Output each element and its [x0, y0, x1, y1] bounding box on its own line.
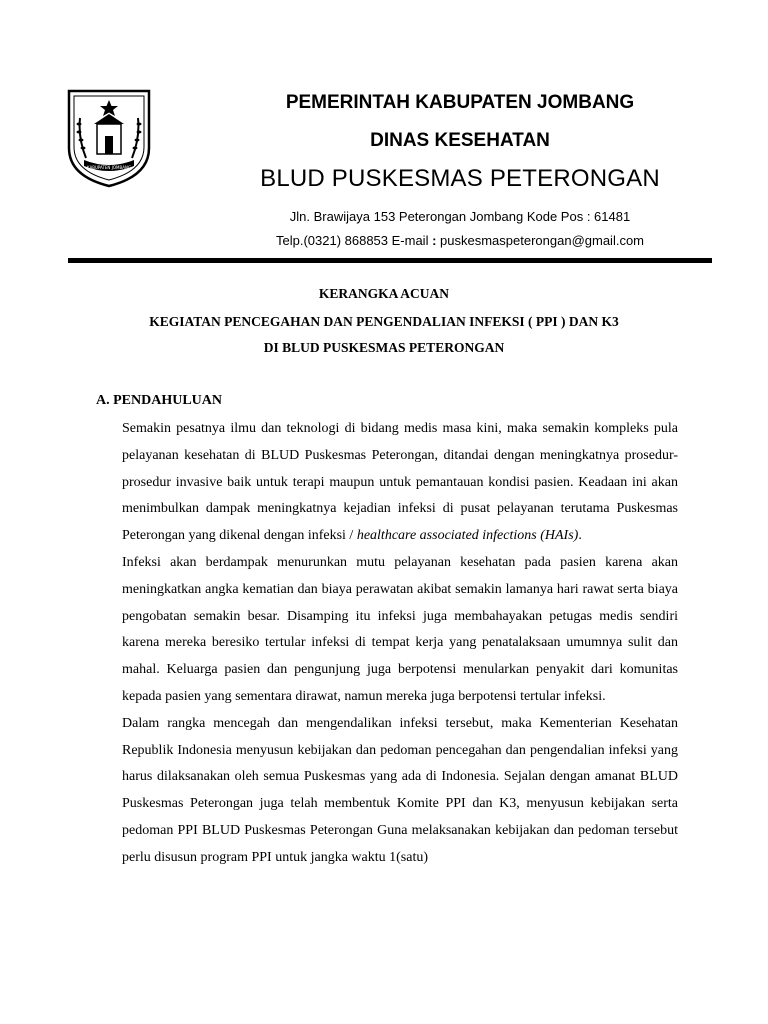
paragraph-1-italic-term: healthcare associated infections (HAIs) — [356, 528, 579, 544]
document-subtitle-location: DI BLUD PUSKESMAS PETERONGAN — [263, 340, 505, 355]
paragraph-1-end: . — [578, 528, 582, 544]
contact-colon: : — [432, 233, 437, 248]
section-heading: A. PENDAHULUAN — [96, 393, 222, 408]
contact-email: puskesmaspeterongan@gmail.com — [436, 233, 644, 248]
letterhead-divider — [68, 258, 712, 263]
paragraph-3: Dalam rangka mencegah dan mengendalikan infeksi tersebut, maka Kementerian Kesehatan Republik Indonesia menyusun kebijakan dan pedoman pencegahan dan pengendalian infeksi yang harus dilaksanakan oleh semua Puskesmas yang ada di Indonesia. Sejalan dengan amanat BLUD Puskesmas Peterongan juga telah membentuk Komite PPI dan K3, menyusun kebijakan serta pedoman PPI BLUD Puskesmas Peterongan Guna melaksanakan kebijakan dan pedoman tersebut perlu disusun program PPI untuk jangka waktu 1(satu) — [122, 715, 678, 865]
jombang-regency-emblem-icon — [64, 88, 154, 188]
document-subtitle: KEGIATAN PENCEGAHAN DAN PENGENDALIAN INFEKSI ( PPI ) DAN K3 — [149, 314, 619, 329]
letterhead-contact — [160, 233, 760, 248]
letterhead-address: Jln. Brawijaya 153 Peterongan Jombang Kode Pos : 61481 — [289, 209, 631, 224]
paragraph-1 — [122, 416, 678, 550]
paragraph-1-text: Semakin pesatnya ilmu dan teknologi di bidang medis masa kini, maka semakin kompleks pula pelayanan kesehatan di BLUD Puskesmas Peterongan, ditandai dengan meningkatnya prosedur-prosedur invasive baik untuk terapi maupun untuk pemantauan kondisi pasien. Keadaan ini akan menimbulkan dampak meningkatnya kejadian infeksi di pusat pelayanan terutama Puskesmas Peterongan yang dikenal dengan infeksi / — [122, 421, 678, 544]
document-body — [122, 416, 678, 872]
letterhead-department-title: DINAS KESEHATAN — [370, 130, 550, 151]
letterhead-institution-title: BLUD PUSKESMAS PETERONGAN — [260, 165, 660, 192]
svg-text:KABUPATEN JOMBANG: KABUPATEN JOMBANG — [86, 165, 132, 170]
letterhead-government-title: PEMERINTAH KABUPATEN JOMBANG — [285, 92, 635, 113]
contact-phone-email-label: Telp.(0321) 868853 E-mail — [275, 233, 433, 248]
paragraph-2: Infeksi akan berdampak menurunkan mutu pelayanan kesehatan pada pasien karena akan meningkatkan angka kematian dan biaya perawatan akibat semakin lamanya hari rawat serta biaya pengobatan semakin besar. Disamping itu infeksi juga membahayakan petugas medis sendiri karena mereka beresiko tertular infeksi di tempat kerja yang penatalaksaan umumnya sulit dan mahal. Keluarga pasien dan pengunjung juga berpotensi menularkan penyakit dari komunitas kepada pasien yang sementara dirawat, namun mereka juga berpotensi tertular infeksi. — [122, 554, 678, 704]
document-title: KERANGKA ACUAN — [318, 286, 450, 301]
